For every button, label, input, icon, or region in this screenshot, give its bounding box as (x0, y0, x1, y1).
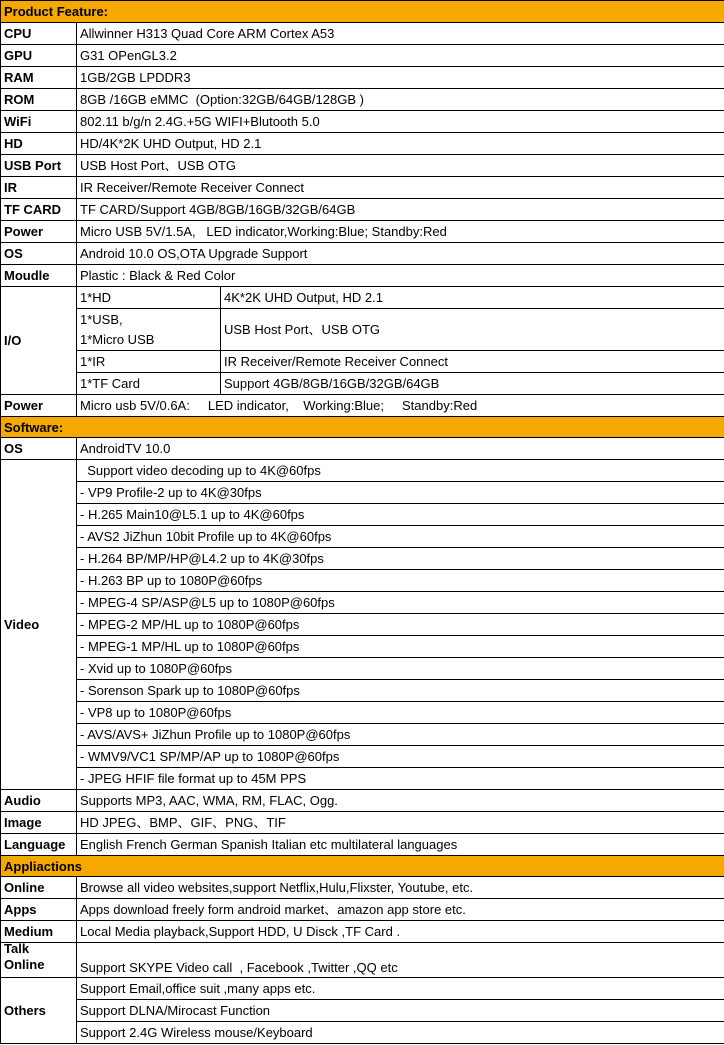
io-label: I/O (1, 287, 77, 395)
audio-label: Audio (1, 790, 77, 812)
io-port-ir: 1*IR (77, 351, 221, 373)
video-item: - AVS2 JiZhun 10bit Profile up to 4K@60fps (77, 526, 724, 548)
ir-label: IR (1, 177, 77, 199)
others-label: Others (1, 978, 77, 1044)
section-header-applications: Appliactions (1, 856, 724, 877)
talk-label-line2: Online (4, 957, 45, 972)
io-desc-tf: Support 4GB/8GB/16GB/32GB/64GB (221, 373, 724, 395)
moudle-label: Moudle (1, 265, 77, 287)
video-item: - H.263 BP up to 1080P@60fps (77, 570, 724, 592)
io-desc-usb: USB Host Port、USB OTG (221, 309, 724, 351)
rom-value: 8GB /16GB eMMC (Option:32GB/64GB/128GB ) (77, 89, 724, 111)
section-header-software: Software: (1, 417, 724, 438)
video-item: - Xvid up to 1080P@60fps (77, 658, 724, 680)
video-item: - MPEG-1 MP/HL up to 1080P@60fps (77, 636, 724, 658)
io-port-tf: 1*TF Card (77, 373, 221, 395)
software-os-label: OS (1, 438, 77, 460)
os-value: Android 10.0 OS,OTA Upgrade Support (77, 243, 724, 265)
video-item: - VP8 up to 1080P@60fps (77, 702, 724, 724)
video-item: - MPEG-4 SP/ASP@L5 up to 1080P@60fps (77, 592, 724, 614)
power-value: Micro USB 5V/1.5A, LED indicator,Working:Blue; Standby:Red (77, 221, 724, 243)
io-port-usb-line1: 1*USB, (80, 311, 123, 327)
talk-online-label (1, 943, 77, 978)
tf-card-value: TF CARD/Support 4GB/8GB/16GB/32GB/64GB (77, 199, 724, 221)
moudle-value: Plastic : Black & Red Color (77, 265, 724, 287)
hd-value: HD/4K*2K UHD Output, HD 2.1 (77, 133, 724, 155)
audio-value: Supports MP3, AAC, WMA, RM, FLAC, Ogg. (77, 790, 724, 812)
video-item: - AVS/AVS+ JiZhun Profile up to 1080P@60fps (77, 724, 724, 746)
medium-value: Local Media playback,Support HDD, U Disck ,TF Card . (77, 921, 724, 943)
video-item: - H.264 BP/MP/HP@L4.2 up to 4K@30fps (77, 548, 724, 570)
hd-label: HD (1, 133, 77, 155)
software-os-value: AndroidTV 10.0 (77, 438, 724, 460)
others-item: Support DLNA/Mirocast Function (77, 1000, 724, 1022)
video-item: - WMV9/VC1 SP/MP/AP up to 1080P@60fps (77, 746, 724, 768)
online-value: Browse all video websites,support Netflix,Hulu,Flixster, Youtube, etc. (77, 877, 724, 899)
others-item: Support 2.4G Wireless mouse/Keyboard (77, 1022, 724, 1044)
io-port-usb-line2: 1*Micro USB (80, 331, 155, 347)
io-desc-ir: IR Receiver/Remote Receiver Connect (221, 351, 724, 373)
section-header-product-feature: Product Feature: (1, 1, 724, 23)
video-item: - Sorenson Spark up to 1080P@60fps (77, 680, 724, 702)
os-label: OS (1, 243, 77, 265)
talk-online-value: Support SKYPE Video call , Facebook ,Twitter ,QQ etc (77, 943, 724, 978)
cpu-label: CPU (1, 23, 77, 45)
usb-port-value: USB Host Port、USB OTG (77, 155, 724, 177)
power2-value: Micro usb 5V/0.6A: LED indicator, Working:Blue; Standby:Red (77, 395, 724, 417)
video-item: - JPEG HFIF file format up to 45M PPS (77, 768, 724, 790)
image-value: HD JPEG、BMP、GIF、PNG、TIF (77, 812, 724, 834)
others-item: Support Email,office suit ,many apps etc. (77, 978, 724, 1000)
power2-label: Power (1, 395, 77, 417)
io-port-usb (77, 309, 221, 351)
talk-label-line1: Talk (4, 942, 30, 956)
io-desc-hd: 4K*2K UHD Output, HD 2.1 (221, 287, 724, 309)
wifi-value: 802.11 b/g/n 2.4G.+5G WIFI+Blutooth 5.0 (77, 111, 724, 133)
power-label: Power (1, 221, 77, 243)
video-item: - H.265 Main10@L5.1 up to 4K@60fps (77, 504, 724, 526)
gpu-value: G31 OPenGL3.2 (77, 45, 724, 67)
ram-value: 1GB/2GB LPDDR3 (77, 67, 724, 89)
video-item: - VP9 Profile-2 up to 4K@30fps (77, 482, 724, 504)
cpu-value: Allwinner H313 Quad Core ARM Cortex A53 (77, 23, 724, 45)
wifi-label: WiFi (1, 111, 77, 133)
io-port-hd: 1*HD (77, 287, 221, 309)
video-item: - MPEG-2 MP/HL up to 1080P@60fps (77, 614, 724, 636)
language-label: Language (1, 834, 77, 856)
rom-label: ROM (1, 89, 77, 111)
online-label: Online (1, 877, 77, 899)
apps-value: Apps download freely form android market、amazon app store etc. (77, 899, 724, 921)
usb-port-label: USB Port (1, 155, 77, 177)
gpu-label: GPU (1, 45, 77, 67)
tf-card-label: TF CARD (1, 199, 77, 221)
apps-label: Apps (1, 899, 77, 921)
video-item: Support video decoding up to 4K@60fps (77, 460, 724, 482)
ir-value: IR Receiver/Remote Receiver Connect (77, 177, 724, 199)
ram-label: RAM (1, 67, 77, 89)
video-label: Video (1, 460, 77, 790)
language-value: English French German Spanish Italian etc multilateral languages (77, 834, 724, 856)
medium-label: Medium (1, 921, 77, 943)
image-label: Image (1, 812, 77, 834)
